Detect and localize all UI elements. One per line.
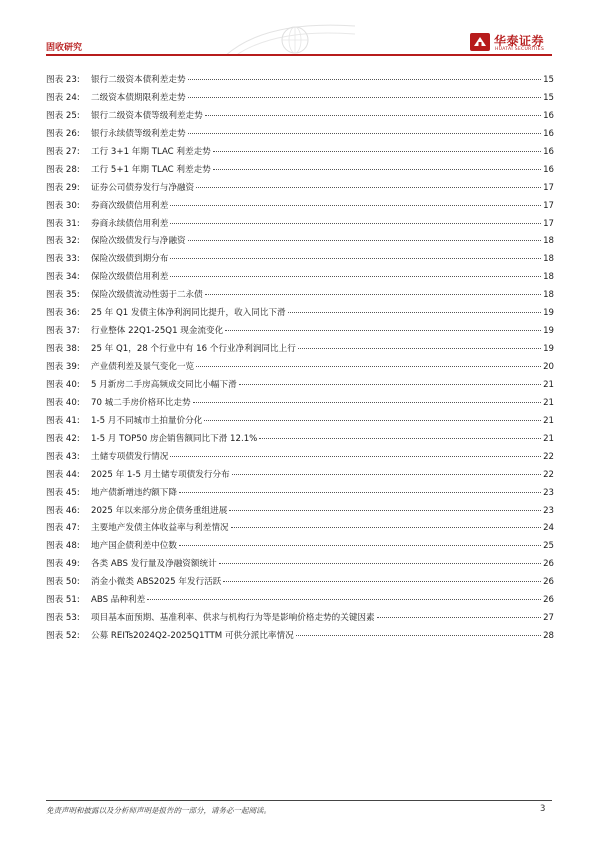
toc-dot-leader — [188, 79, 542, 80]
toc-entry-page: 21 — [543, 379, 554, 390]
toc-entry-page: 18 — [543, 236, 554, 247]
toc-entry-label: 图表 26: — [46, 128, 80, 139]
toc-entry[interactable] — [46, 72, 554, 90]
toc-entry-title: 项目基本面预期、基准利率、供求与机构行为等是影响价格走势的关键因素 — [91, 613, 375, 624]
toc-dot-leader — [193, 402, 541, 403]
toc-entry-label: 图表 44: — [46, 469, 80, 480]
toc-entry-page: 16 — [543, 128, 554, 139]
toc-entry-title: 25 年 Q1 发债主体净利润同比提升，收入同比下滑 — [91, 308, 286, 319]
toc-dot-leader — [298, 348, 541, 349]
header-divider — [46, 54, 552, 56]
toc-entry[interactable] — [46, 359, 554, 377]
toc-entry[interactable] — [46, 162, 554, 180]
toc-dot-leader — [188, 133, 542, 134]
toc-entry-title: 1-5 月不同城市土拍量价分化 — [91, 415, 203, 426]
toc-entry-page: 26 — [543, 595, 554, 606]
toc-entry-title: 二级资本债期限利差走势 — [91, 92, 186, 103]
toc-dot-leader — [231, 527, 542, 528]
logo-text-en: HUATAI SECURITIES — [495, 47, 545, 52]
toc-entry-title: 25 年 Q1，28 个行业中有 16 个行业净利润同比上行 — [91, 344, 296, 355]
toc-dot-leader — [170, 456, 541, 457]
toc-entry-page: 23 — [543, 487, 554, 498]
toc-entry[interactable] — [46, 503, 554, 521]
toc-entry-label: 图表 40: — [46, 379, 80, 390]
toc-entry-page: 16 — [543, 146, 554, 157]
toc-entry-page: 19 — [543, 308, 554, 319]
toc-entry-title: 1-5 月 TOP50 房企销售额同比下滑 12.1% — [91, 433, 258, 444]
toc-entry-page: 18 — [543, 272, 554, 283]
logo-text-cn: 华泰证券 — [494, 34, 545, 48]
toc-entry-label: 图表 48: — [46, 541, 80, 552]
toc-entry[interactable] — [46, 610, 554, 628]
toc-entry-label: 图表 29: — [46, 182, 80, 193]
toc-entry[interactable] — [46, 126, 554, 144]
toc-dot-leader — [223, 581, 541, 582]
toc-entry-page: 22 — [543, 451, 554, 462]
toc-entry-label: 图表 42: — [46, 433, 80, 444]
toc-entry-page: 17 — [543, 218, 554, 229]
toc-entry[interactable] — [46, 431, 554, 449]
toc-entry-label: 图表 33: — [46, 254, 80, 265]
toc-entry-page: 20 — [543, 362, 554, 372]
toc-entry-page: 21 — [543, 415, 554, 426]
toc-entry[interactable] — [46, 144, 554, 162]
toc-dot-leader — [239, 384, 541, 385]
toc-entry[interactable] — [46, 180, 554, 198]
toc-entry-title: 主要地产发债主体收益率与利差情况 — [91, 523, 229, 534]
toc-dot-leader — [205, 294, 541, 295]
toc-entry-title: 保险次级债信用利差 — [91, 272, 169, 283]
toc-entry-label: 图表 41: — [46, 415, 80, 426]
toc-dot-leader — [229, 510, 541, 511]
toc-entry-title: 公募 REITs2024Q2-2025Q1TTM 可供分派比率情况 — [91, 631, 294, 642]
toc-entry-label: 图表 31: — [46, 218, 80, 229]
company-logo — [470, 32, 555, 54]
toc-dot-leader — [170, 258, 541, 259]
toc-entry[interactable] — [46, 269, 554, 287]
toc-entry[interactable] — [46, 198, 554, 216]
toc-dot-leader — [232, 474, 541, 475]
toc-entry-title: 地产债新增违约额下降 — [91, 487, 177, 498]
toc-entry-page: 23 — [543, 505, 554, 516]
toc-entry-title: 70 城二手房价格环比走势 — [91, 397, 191, 408]
toc-entry-page: 28 — [543, 631, 554, 642]
toc-entry-page: 19 — [543, 326, 554, 337]
toc-entry-label: 图表 45: — [46, 487, 80, 498]
section-label: 固收研究 — [46, 43, 83, 53]
toc-entry-label: 图表 37: — [46, 326, 80, 337]
table-of-figures — [46, 72, 554, 646]
toc-entry-title: 银行二级资本债等级利差走势 — [91, 110, 203, 121]
toc-dot-leader — [179, 545, 541, 546]
toc-entry-title: 地产国企债利差中位数 — [91, 541, 177, 552]
toc-entry-page: 18 — [543, 254, 554, 265]
toc-entry-label: 图表 40: — [46, 397, 80, 408]
toc-entry-label: 图表 24: — [46, 92, 80, 103]
toc-dot-leader — [196, 187, 541, 188]
toc-entry-page: 16 — [543, 164, 554, 175]
toc-entry-label: 图表 47: — [46, 523, 80, 534]
toc-dot-leader — [225, 330, 541, 331]
toc-entry[interactable] — [46, 467, 554, 485]
toc-entry[interactable] — [46, 341, 554, 359]
toc-entry-page: 27 — [543, 613, 554, 624]
toc-entry-title: 券商次级债信用利差 — [91, 200, 169, 211]
toc-entry-page: 21 — [543, 433, 554, 444]
toc-entry-page: 22 — [543, 469, 554, 480]
toc-entry-label: 图表 39: — [46, 362, 80, 372]
toc-entry-page: 17 — [543, 182, 554, 193]
toc-entry-title: 保险次级债发行与净融资 — [91, 236, 186, 247]
toc-entry[interactable] — [46, 90, 554, 108]
toc-entry-page: 15 — [543, 75, 554, 85]
toc-entry-page: 25 — [543, 541, 554, 552]
toc-entry[interactable] — [46, 287, 554, 305]
toc-entry-label: 图表 43: — [46, 451, 80, 462]
toc-entry-title: 工行 3+1 年期 TLAC 利差走势 — [91, 146, 211, 157]
toc-entry[interactable] — [46, 449, 554, 467]
toc-dot-leader — [296, 635, 541, 636]
toc-entry-title: 银行永续债等级利差走势 — [91, 128, 186, 139]
toc-entry[interactable] — [46, 556, 554, 574]
toc-entry-label: 图表 38: — [46, 344, 80, 355]
toc-dot-leader — [205, 115, 541, 116]
toc-entry-label: 图表 52: — [46, 631, 80, 642]
toc-entry-title: 保险次级债到期分布 — [91, 254, 169, 265]
toc-dot-leader — [219, 563, 541, 564]
toc-entry[interactable] — [46, 323, 554, 341]
toc-entry-label: 图表 36: — [46, 308, 80, 319]
toc-entry-page: 16 — [543, 110, 554, 121]
toc-entry[interactable] — [46, 108, 554, 126]
page-header — [0, 0, 595, 60]
toc-entry-title: 行业整体 22Q1-25Q1 现金流变化 — [91, 326, 224, 337]
toc-entry-page: 21 — [543, 397, 554, 408]
toc-dot-leader — [213, 151, 541, 152]
toc-entry-title: 券商永续债信用利差 — [91, 218, 169, 229]
toc-entry-label: 图表 35: — [46, 290, 80, 301]
toc-entry-label: 图表 53: — [46, 613, 80, 624]
toc-entry-label: 图表 32: — [46, 236, 80, 247]
toc-entry-label: 图表 25: — [46, 110, 80, 121]
toc-entry-label: 图表 28: — [46, 164, 80, 175]
toc-entry-label: 图表 23: — [46, 75, 80, 85]
toc-entry[interactable] — [46, 216, 554, 234]
toc-entry-title: 工行 5+1 年期 TLAC 利差走势 — [91, 164, 211, 175]
toc-entry[interactable] — [46, 538, 554, 556]
toc-entry-label: 图表 49: — [46, 559, 80, 570]
toc-entry-title: 消金小微类 ABS2025 年发行活跃 — [91, 577, 222, 588]
toc-entry[interactable] — [46, 520, 554, 538]
watermark-decoration — [225, 20, 355, 56]
toc-dot-leader — [179, 492, 541, 493]
toc-dot-leader — [377, 617, 541, 618]
footer-divider — [46, 800, 552, 801]
toc-entry[interactable] — [46, 413, 554, 431]
footer-disclaimer: 免责声明和披露以及分析师声明是报告的一部分，请务必一起阅读。 — [46, 806, 271, 815]
toc-entry-title: 产业债利差及景气变化一览 — [91, 362, 195, 372]
toc-entry-title: 保险次级债流动性弱于二永债 — [91, 290, 203, 301]
toc-entry-page: 24 — [543, 523, 554, 534]
toc-entry-label: 图表 51: — [46, 595, 80, 606]
toc-entry[interactable] — [46, 592, 554, 610]
toc-entry-page: 26 — [543, 577, 554, 588]
toc-entry[interactable] — [46, 574, 554, 592]
toc-dot-leader — [288, 312, 541, 313]
toc-entry-label: 图表 46: — [46, 505, 80, 516]
toc-entry-label: 图表 34: — [46, 272, 80, 283]
toc-entry[interactable] — [46, 305, 554, 323]
toc-dot-leader — [204, 420, 541, 421]
toc-entry-page: 26 — [543, 559, 554, 570]
toc-entry-label: 图表 50: — [46, 577, 80, 588]
toc-entry-page: 18 — [543, 290, 554, 301]
toc-entry-title: 2025 年以来部分房企债务重组进展 — [91, 505, 228, 516]
toc-entry[interactable] — [46, 628, 554, 646]
toc-entry-page: 17 — [543, 200, 554, 211]
toc-dot-leader — [213, 169, 541, 170]
toc-entry-title: 证券公司债券发行与净融资 — [91, 182, 195, 193]
toc-entry-title: 5 月新房二手房高频成交同比小幅下滑 — [91, 379, 237, 390]
toc-dot-leader — [188, 97, 542, 98]
toc-entry[interactable] — [46, 395, 554, 413]
toc-dot-leader — [170, 223, 541, 224]
toc-entry[interactable] — [46, 251, 554, 269]
toc-entry-label: 图表 30: — [46, 200, 80, 211]
toc-entry-title: 各类 ABS 发行量及净融资额统计 — [91, 559, 217, 570]
toc-entry-label: 图表 27: — [46, 146, 80, 157]
page-number: 3 — [540, 804, 546, 814]
toc-entry[interactable] — [46, 485, 554, 503]
toc-entry-title: 2025 年 1-5 月土储专项债发行分布 — [91, 469, 230, 480]
toc-entry-title: 土储专项债发行情况 — [91, 451, 169, 462]
logo-mark-icon — [470, 33, 490, 51]
toc-entry[interactable] — [46, 233, 554, 251]
toc-dot-leader — [188, 240, 542, 241]
toc-dot-leader — [170, 276, 541, 277]
toc-entry-page: 19 — [543, 344, 554, 355]
toc-entry-page: 15 — [543, 92, 554, 103]
toc-dot-leader — [147, 599, 541, 600]
toc-entry[interactable] — [46, 377, 554, 395]
toc-dot-leader — [196, 366, 541, 367]
toc-dot-leader — [259, 438, 541, 439]
toc-dot-leader — [170, 205, 541, 206]
toc-entry-title: ABS 品种利差 — [91, 595, 146, 606]
toc-entry-title: 银行二级资本债利差走势 — [91, 75, 186, 85]
